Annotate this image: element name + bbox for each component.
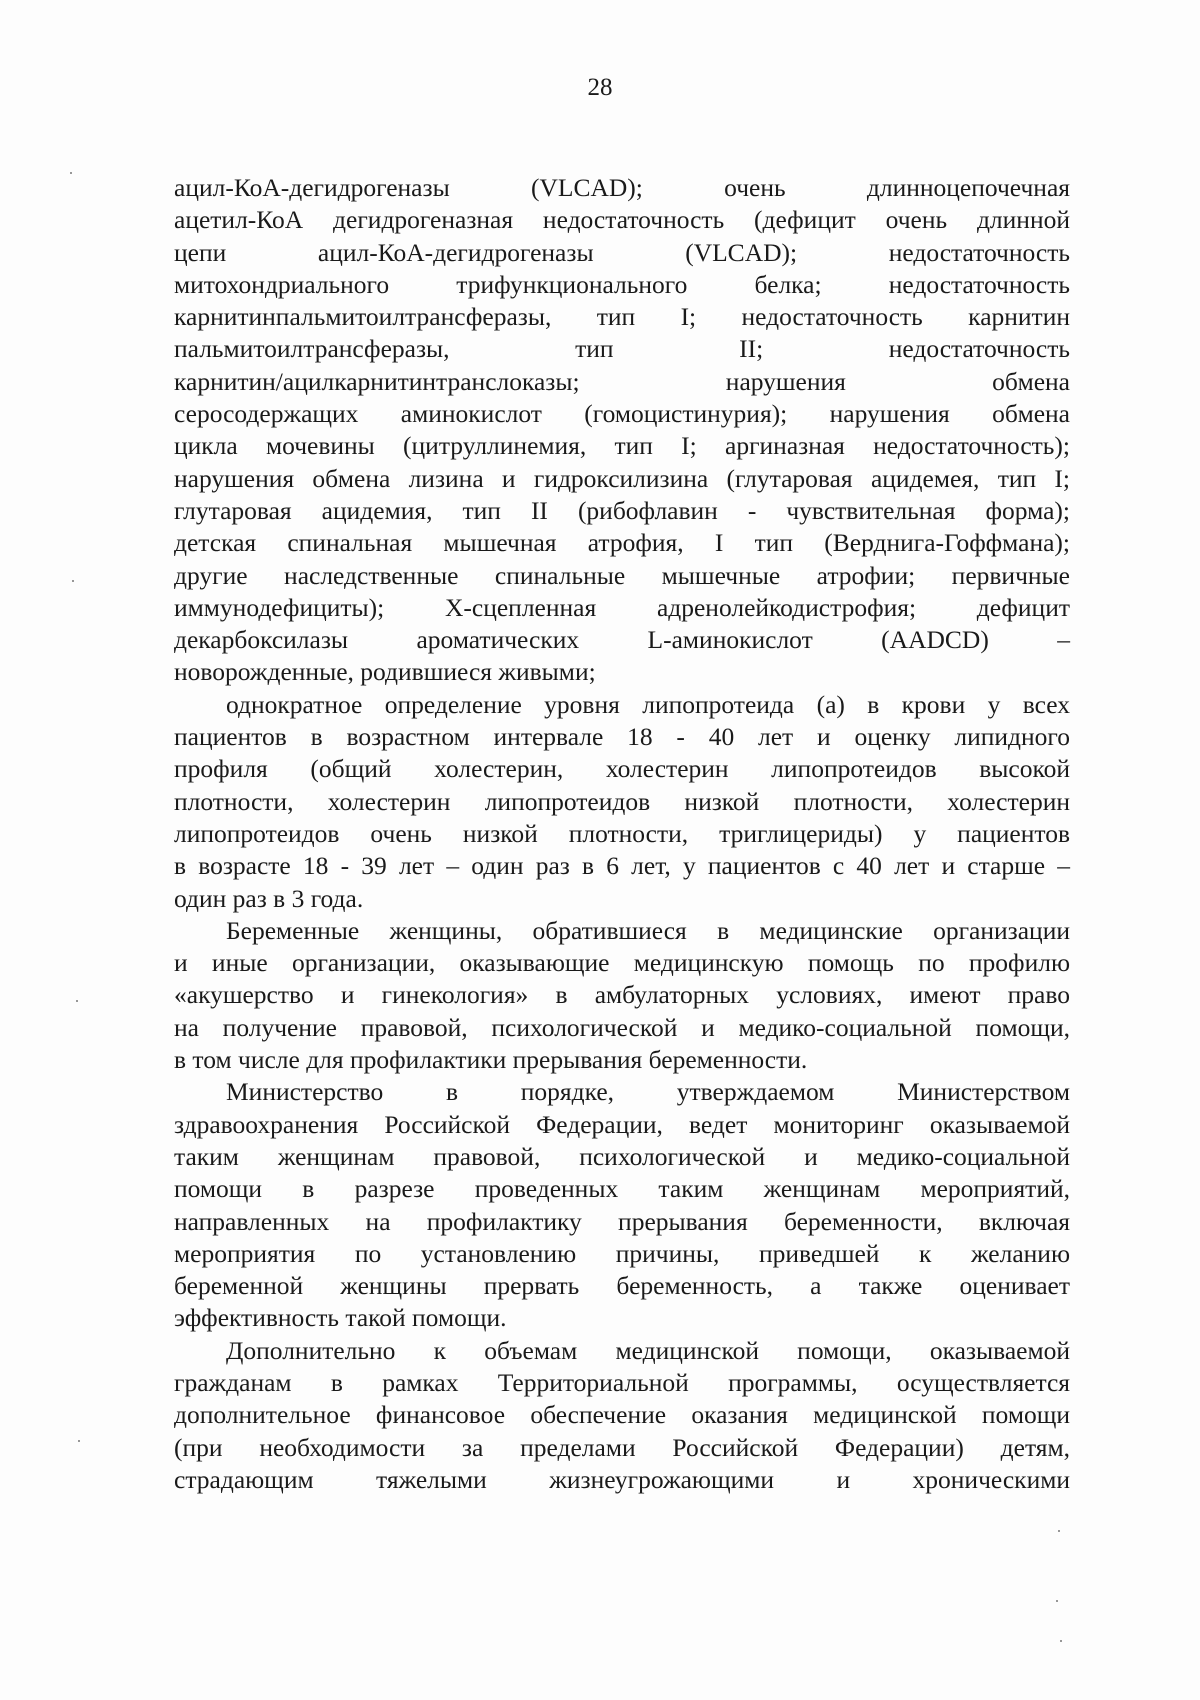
text-line: на получение правовой, психологической и медико-социальной помощи, (174, 1012, 1070, 1042)
document-body (174, 172, 1070, 1496)
text-line: липопротеидов очень низкой плотности, триглицериды) у пациентов (174, 818, 1070, 848)
text-line: мероприятия по установлению причины, приведшей к желанию (174, 1238, 1070, 1268)
scan-speck (70, 172, 72, 174)
text-line: нарушения обмена лизина и гидроксилизина (глутаровая ацидемея, тип I; (174, 463, 1070, 493)
text-line: эффективность такой помощи. (174, 1303, 507, 1333)
text-line: здравоохранения Российской Федерации, ведет мониторинг оказываемой (174, 1109, 1070, 1139)
scan-speck (78, 1440, 80, 1442)
text-line: детская спинальная мышечная атрофия, I тип (Верднига-Гоффмана); (174, 528, 1070, 558)
text-line: цепи ацил-КоА-дегидрогеназы (VLCAD); недостаточность (174, 237, 1070, 267)
paragraph (174, 915, 1070, 1076)
text-line: в возрасте 18 - 39 лет – один раз в 6 лет, у пациентов с 40 лет и старше – (174, 851, 1070, 881)
text-line: митохондриального трифункционального белка; недостаточность (174, 269, 1070, 299)
text-line: цикла мочевины (цитруллинемия, тип I; аргиназная недостаточность); (174, 431, 1070, 461)
text-line: карнитинпальмитоилтрансферазы, тип I; недостаточность карнитин (174, 302, 1070, 332)
text-line: помощи в разрезе проведенных таким женщинам мероприятий, (174, 1174, 1070, 1204)
text-line: «акушерство и гинекология» в амбулаторных условиях, имеют право (174, 980, 1070, 1010)
text-line: новорожденные, родившиеся живыми; (174, 657, 596, 687)
page-number: 28 (587, 74, 613, 101)
text-line: ацил-КоА-дегидрогеназы (VLCAD); очень длинноцепочечная (174, 173, 1070, 202)
scan-speck (76, 1000, 78, 1002)
text-line: гражданам в рамках Территориальной программы, осуществляется (174, 1367, 1070, 1397)
text-line: плотности, холестерин липопротеидов низкой плотности, холестерин (174, 786, 1070, 816)
scan-speck (72, 580, 74, 582)
text-line: беременной женщины прервать беременность, а также оценивает (174, 1271, 1070, 1301)
text-line: Беременные женщины, обратившиеся в медицинские организации (226, 915, 1070, 945)
text-line: иммунодефициты); Х-сцепленная адренолейкодистрофия; дефицит (174, 592, 1070, 622)
scan-speck (1058, 1530, 1060, 1532)
text-line: профиля (общий холестерин, холестерин липопротеидов высокой (174, 754, 1070, 784)
text-line: глутаровая ацидемия, тип II (рибофлавин - чувствительная форма); (174, 495, 1070, 525)
paragraph (174, 1335, 1070, 1496)
text-line: другие наследственные спинальные мышечные атрофии; первичные (174, 560, 1070, 590)
text-line: пациентов в возрастном интервале 18 - 40 лет и оценку липидного (174, 722, 1070, 752)
text-line: однократное определение уровня липопротеида (а) в крови у всех (226, 689, 1070, 719)
text-line: декарбоксилазы ароматических L-аминокислот (AADCD) – (174, 625, 1070, 655)
scan-speck (1060, 1640, 1062, 1642)
text-line: направленных на профилактику прерывания беременности, включая (174, 1206, 1070, 1236)
paragraph (174, 1076, 1070, 1334)
text-line: в том числе для профилактики прерывания беременности. (174, 1045, 808, 1075)
text-line: дополнительное финансовое обеспечение оказания медицинской помощи (174, 1400, 1070, 1430)
text-line: один раз в 3 года. (174, 883, 364, 913)
scan-speck (1056, 1600, 1058, 1602)
text-line: Министерство в порядке, утверждаемом Министерством (226, 1077, 1070, 1107)
text-line: ацетил-КоА дегидрогеназная недостаточность (дефицит очень длинной (174, 205, 1070, 235)
text-line: таким женщинам правовой, психологической и медико-социальной (174, 1141, 1070, 1171)
text-line: пальмитоилтрансферазы, тип II; недостаточность (174, 334, 1070, 364)
text-line: и иные организации, оказывающие медицинскую помощь по профилю (174, 948, 1070, 978)
text-line: Дополнительно к объемам медицинской помощи, оказываемой (226, 1335, 1070, 1365)
paragraph (174, 172, 1070, 689)
text-line: страдающим тяжелыми жизнеугрожающими и хроническими (174, 1464, 1070, 1494)
text-line: серосодержащих аминокислот (гомоцистинурия); нарушения обмена (174, 399, 1070, 429)
paragraph (174, 689, 1070, 915)
text-line: (при необходимости за пределами Российской Федерации) детям, (174, 1432, 1070, 1462)
text-line: карнитин/ацилкарнитинтранслоказы; нарушения обмена (174, 366, 1070, 396)
